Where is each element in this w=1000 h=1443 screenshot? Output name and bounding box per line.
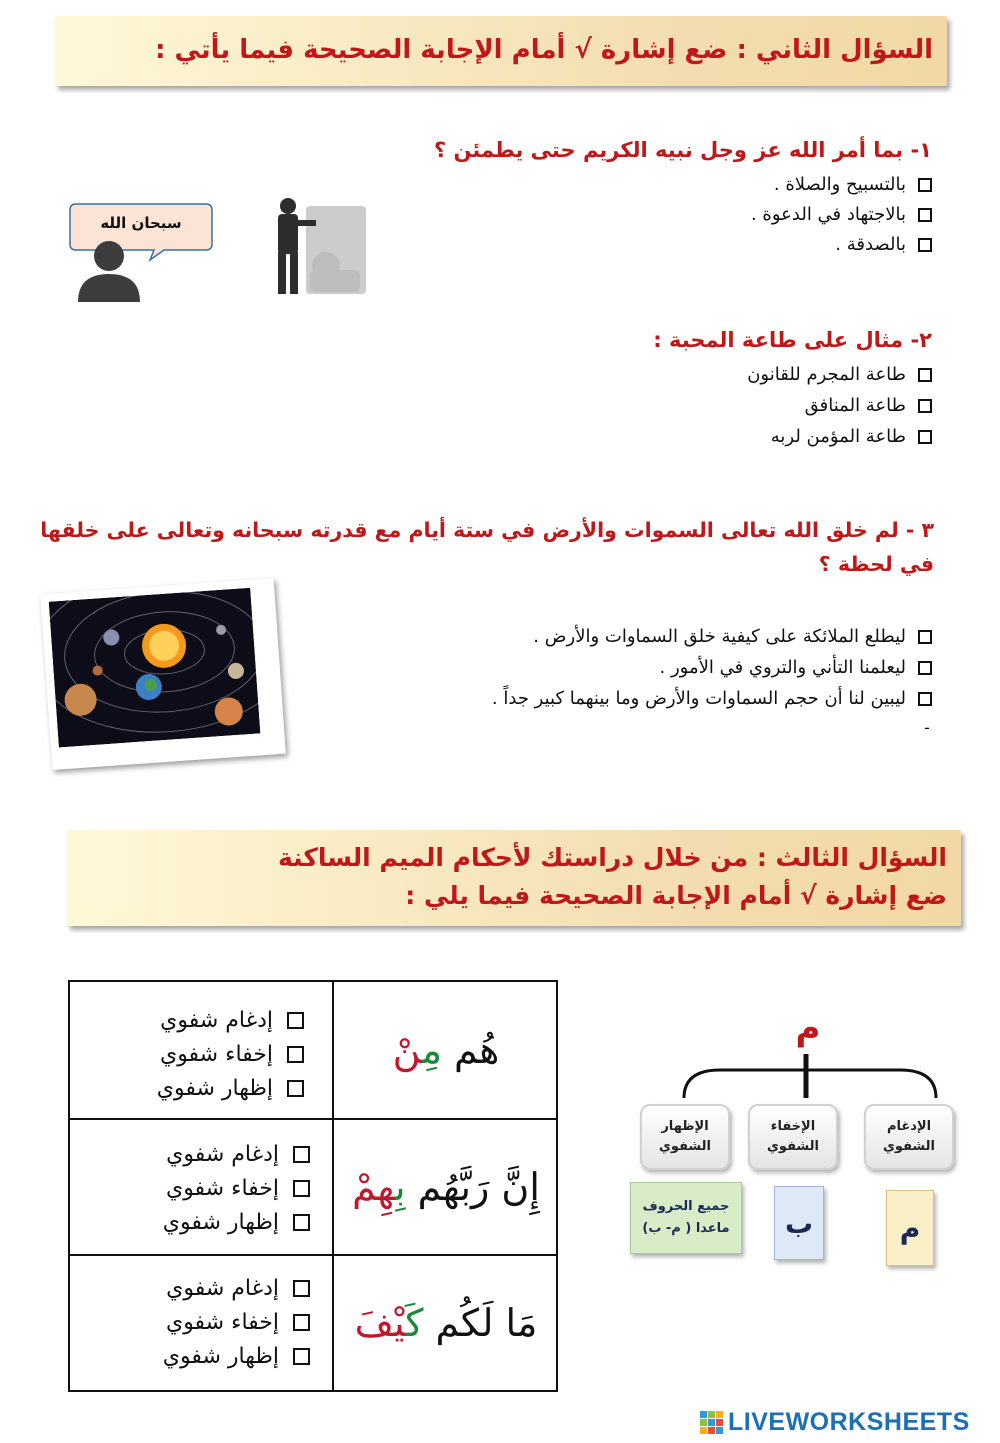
option-label: إخفاء شفوي: [159, 1042, 273, 1067]
diagram-leaf-idgham: [886, 1190, 934, 1266]
q3-banner: [67, 830, 961, 926]
option-label: طاعة المنافق: [804, 395, 906, 416]
checkbox[interactable]: [287, 1046, 304, 1063]
q3-title-line2: ضع إشارة √ أمام الإجابة الصحيحة فيما يلي :: [405, 881, 947, 910]
checkbox[interactable]: [918, 630, 932, 644]
checkbox[interactable]: [918, 368, 932, 382]
option-label: طاعة المجرم للقانون: [747, 364, 906, 385]
leaf-label: ب: [784, 1206, 814, 1240]
checkbox[interactable]: [918, 661, 932, 675]
table-cell-word: [332, 1255, 558, 1391]
checkbox[interactable]: [918, 692, 932, 706]
diagram-leaf-izhar: [630, 1182, 742, 1254]
table-cell-word: [332, 982, 558, 1118]
leaf-label: م: [899, 1211, 921, 1245]
word-part-highlight: مِ: [421, 1028, 442, 1072]
option-label: إدغام شفوي: [160, 1008, 273, 1033]
table-option[interactable]: [157, 1076, 304, 1101]
word-part-highlight: نْ: [392, 1028, 422, 1072]
table-option[interactable]: [160, 1042, 304, 1067]
liveworksheets-logo: [700, 1408, 970, 1437]
logo-grid-icon: [700, 1411, 724, 1435]
person-icon: [76, 240, 142, 302]
checkbox[interactable]: [293, 1348, 310, 1365]
option-label: إظهار شفوي: [162, 1344, 279, 1369]
node-label: الإظهار الشفوي: [659, 1119, 711, 1154]
table-cell-word: [332, 1119, 558, 1255]
q2-title: السؤال الثاني : ضع إشارة √ أمام الإجابة الصحيحة فيما يأتي :: [155, 35, 933, 65]
checkbox[interactable]: [293, 1214, 310, 1231]
trailing-mark: -: [924, 718, 930, 737]
praying-person-icon: [266, 196, 370, 298]
table-option[interactable]: [160, 1008, 304, 1033]
diagram-root: م: [795, 1008, 821, 1048]
diagram-node-idgham: [864, 1104, 954, 1170]
q2-item3-option-3[interactable]: [492, 688, 932, 709]
q3-title-line1: السؤال الثالث : من خلال دراستك لأحكام الميم الساكنة: [278, 843, 947, 872]
node-label: الإخفاء الشفوي: [767, 1119, 819, 1154]
table-option[interactable]: [166, 1142, 310, 1167]
q2-item3-option-1[interactable]: [533, 626, 932, 647]
word-part: مَا لَكُم: [423, 1301, 538, 1345]
word-part-highlight: كَ: [405, 1301, 424, 1345]
quran-word: [355, 1301, 538, 1345]
option-label: ليبين لنا أن حجم السماوات والأرض وما بينهما كبير جداً .: [491, 688, 906, 709]
q2-item3-question-line1: ٣ - لم خلق الله تعالى السموات والأرض في ستة أيام مع قدرته سبحانه وتعالى على خلقها: [40, 518, 934, 542]
q2-item1-option-2[interactable]: [751, 204, 932, 225]
q2-item2-option-2[interactable]: [805, 395, 932, 416]
option-label: إخفاء شفوي: [165, 1310, 279, 1335]
checkbox[interactable]: [287, 1080, 304, 1097]
q2-banner: [55, 16, 947, 86]
q2-item1-option-3[interactable]: [835, 234, 932, 255]
diagram-leaf-ikhfa: [774, 1186, 824, 1260]
word-part-highlight: هِمْ: [352, 1165, 395, 1209]
word-part-highlight: بِ: [394, 1165, 406, 1209]
checkbox[interactable]: [293, 1314, 310, 1331]
quran-word: [352, 1165, 540, 1209]
checkbox[interactable]: [918, 238, 932, 252]
tajweed-table: [68, 980, 558, 1392]
planets-icon: [49, 588, 261, 748]
speech-bubble-text: سبحان الله: [100, 214, 182, 232]
diagram-node-izhar: [640, 1104, 730, 1170]
table-option[interactable]: [166, 1276, 310, 1301]
option-label: إظهار شفوي: [162, 1210, 279, 1235]
checkbox[interactable]: [293, 1180, 310, 1197]
option-label: ليعلمنا التأني والتروي في الأمور .: [659, 657, 906, 678]
option-label: ليطلع الملائكة على كيفية خلق السماوات والأرض .: [533, 626, 906, 647]
q2-item2-option-1[interactable]: [747, 364, 932, 385]
table-option[interactable]: [166, 1176, 310, 1201]
q2-item1-question: ١- بما أمر الله عز وجل نبيه الكريم حتى يطمئن ؟: [433, 138, 932, 162]
word-part: إِنَّ رَبَّهُم: [405, 1165, 540, 1209]
checkbox[interactable]: [918, 399, 932, 413]
option-label: بالصدقة .: [835, 234, 906, 255]
option-label: إظهار شفوي: [156, 1076, 273, 1101]
option-label: بالاجتهاد في الدعوة .: [750, 204, 906, 225]
checkbox[interactable]: [918, 430, 932, 444]
q2-item3-option-2[interactable]: [660, 657, 932, 678]
leaf-label: جميع الحروف ماعدا ( م- ب): [642, 1199, 730, 1236]
solar-system-image: [40, 578, 286, 770]
checkbox[interactable]: [918, 208, 932, 222]
checkbox[interactable]: [287, 1012, 304, 1029]
brand-name: LIVEWORKSHEETS: [728, 1408, 970, 1436]
diagram-brace: [680, 1050, 940, 1102]
option-label: إدغام شفوي: [166, 1276, 279, 1301]
q2-item3-question-line2: في لحظة ؟: [818, 552, 934, 576]
word-part-highlight: يْفَ: [354, 1301, 406, 1345]
checkbox[interactable]: [293, 1146, 310, 1163]
table-option[interactable]: [166, 1310, 310, 1335]
q2-item1-option-1[interactable]: [774, 174, 932, 195]
option-label: بالتسبيح والصلاة .: [773, 174, 906, 195]
option-label: طاعة المؤمن لربه: [770, 426, 906, 447]
q2-item2-question: ٢- مثال على طاعة المحبة :: [653, 328, 932, 352]
diagram-node-ikhfa: [748, 1104, 838, 1170]
option-label: إخفاء شفوي: [165, 1176, 279, 1201]
checkbox[interactable]: [918, 178, 932, 192]
table-option[interactable]: [163, 1210, 310, 1235]
node-label: الإدغام الشفوي: [883, 1119, 935, 1154]
word-part: هُم: [441, 1028, 500, 1072]
quran-word: [393, 1028, 500, 1072]
q2-item2-option-3[interactable]: [771, 426, 932, 447]
table-option[interactable]: [163, 1344, 310, 1369]
option-label: إدغام شفوي: [166, 1142, 279, 1167]
checkbox[interactable]: [293, 1280, 310, 1297]
